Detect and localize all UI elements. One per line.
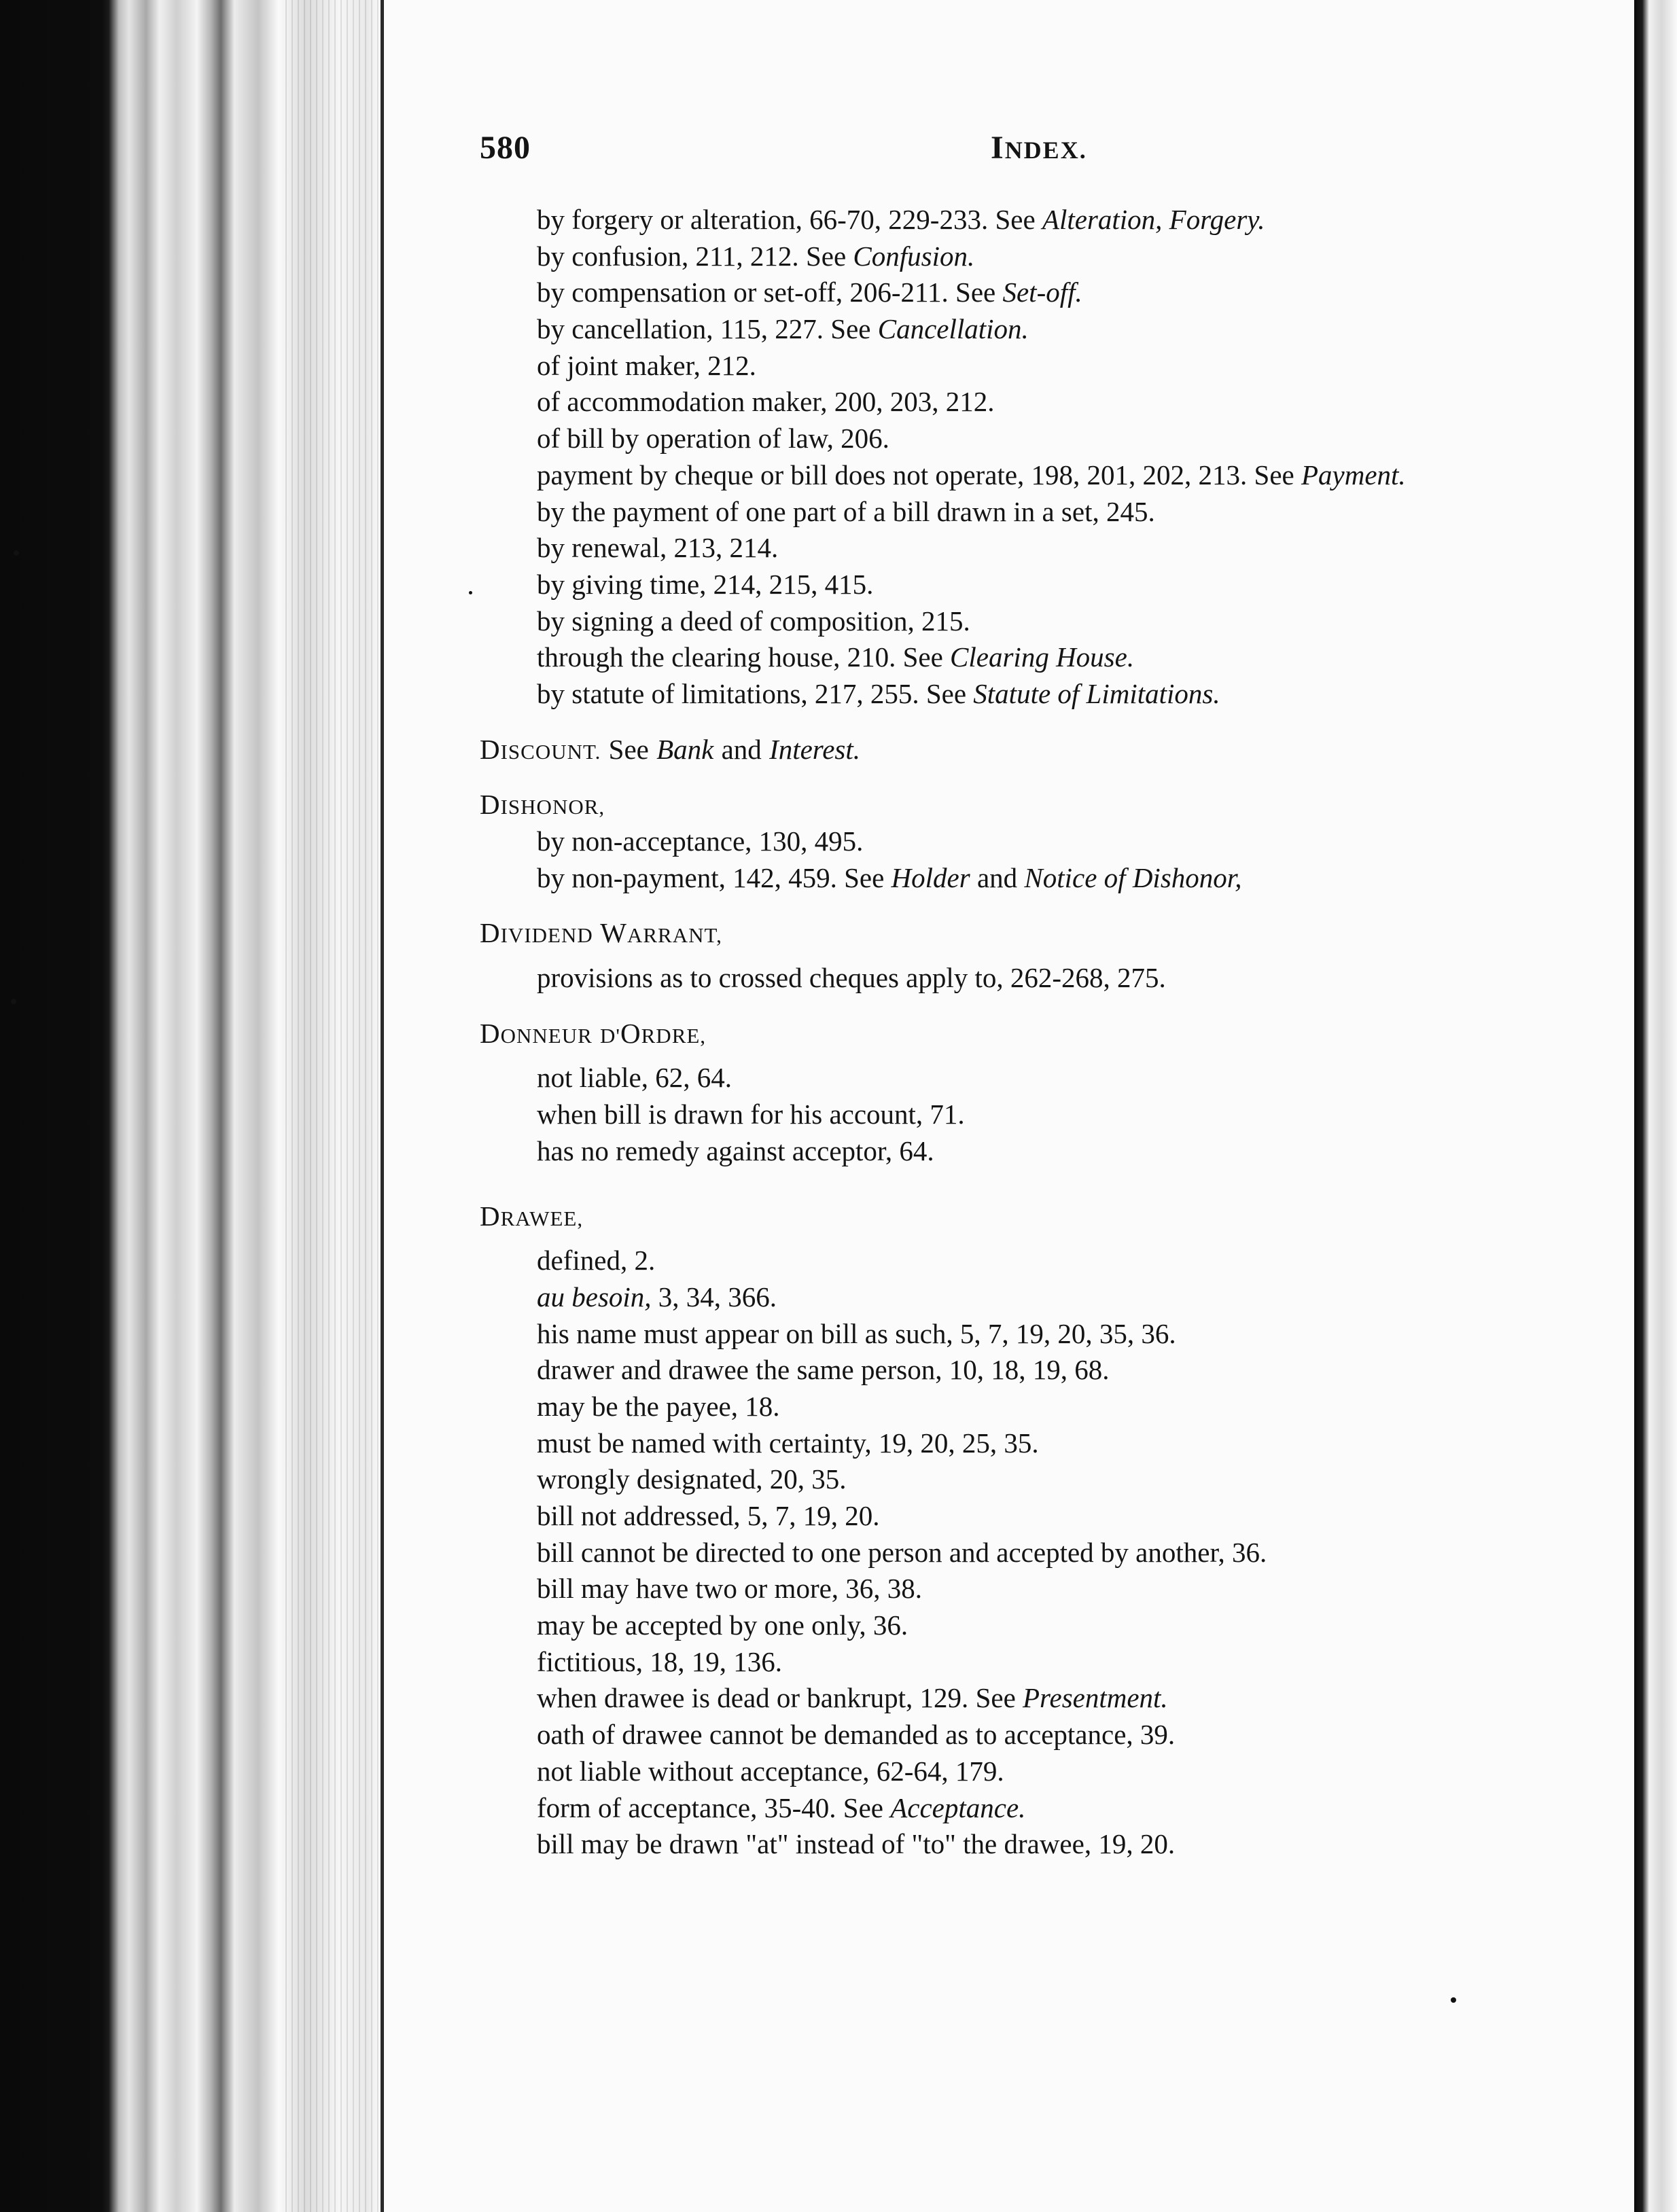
- index-entry: fictitious, 18, 19, 136.: [537, 1645, 783, 1677]
- index-entry: when bill is drawn for his account, 71.: [537, 1099, 965, 1130]
- speck: [14, 550, 19, 556]
- index-entry: bill not addressed, 5, 7, 19, 20.: [537, 1500, 880, 1531]
- index-entry: of accommodation maker, 200, 203, 212.: [537, 386, 995, 418]
- running-head: INDEX.: [991, 130, 1087, 166]
- index-entry: his name must appear on bill as such, 5, 7, 19, 20, 35, 36.: [537, 1317, 1176, 1349]
- index-entry: by cancellation, 115, 227. See Cancellation.: [537, 313, 1029, 345]
- index-entry: bill cannot be directed to one person and accepted by another, 36.: [537, 1536, 1267, 1568]
- index-heading-donneur-dordre: DONNEUR D'ORDRE,: [480, 1017, 707, 1049]
- index-entry: of joint maker, 212.: [537, 349, 756, 381]
- index-entry: must be named with certainty, 19, 20, 25, 35.: [537, 1427, 1039, 1459]
- index-entry: by compensation or set-off, 206-211. See Set-off.: [537, 276, 1082, 308]
- index-entry: may be the payee, 18.: [537, 1390, 780, 1422]
- index-entry: by non-payment, 142, 459. See Holder and Notice of Dishonor,: [537, 861, 1242, 893]
- index-entry: by renewal, 213, 214.: [537, 532, 779, 564]
- index-entry: may be accepted by one only, 36.: [537, 1609, 908, 1641]
- index-entry: wrongly designated, 20, 35.: [537, 1463, 847, 1495]
- index-entry: by non-acceptance, 130, 495.: [537, 825, 864, 857]
- index-entry: au besoin, 3, 34, 366.: [537, 1281, 777, 1313]
- page-right-edge: [1634, 0, 1677, 2212]
- index-entry: not liable without acceptance, 62-64, 179.: [537, 1755, 1004, 1787]
- index-entry: by the payment of one part of a bill drawn in a set, 245.: [537, 495, 1155, 527]
- index-entry: of bill by operation of law, 206.: [537, 423, 889, 454]
- index-heading-dishonor: DISHONOR,: [480, 789, 605, 821]
- index-heading-discount: DISCOUNT. See Bank and Interest.: [480, 733, 861, 765]
- index-text: [480, 202, 1628, 1863]
- page-edges: [285, 0, 387, 2212]
- index-entry: has no remedy against acceptor, 64.: [537, 1135, 934, 1166]
- index-entry: form of acceptance, 35-40. See Acceptance.: [537, 1791, 1026, 1823]
- index-entry: by statute of limitations, 217, 255. See Statute of Limitations.: [537, 677, 1220, 709]
- index-entry: provisions as to crossed cheques apply to, 262-268, 275.: [537, 962, 1166, 994]
- index-entry: by forgery or alteration, 66-70, 229-233. See Alteration, Forgery.: [537, 204, 1265, 235]
- speck: [1451, 1997, 1456, 2003]
- index-entry: oath of drawee cannot be demanded as to acceptance, 39.: [537, 1719, 1176, 1751]
- index-entry: through the clearing house, 210. See Clearing House.: [537, 641, 1135, 673]
- speck: [11, 999, 16, 1004]
- index-entry: payment by cheque or bill does not operate, 198, 201, 202, 213. See Payment.: [537, 459, 1406, 490]
- index-entry: not liable, 62, 64.: [537, 1062, 732, 1094]
- index-entry: when drawee is dead or bankrupt, 129. See Presentment.: [537, 1682, 1168, 1714]
- index-entry: by confusion, 211, 212. See Confusion.: [537, 240, 975, 272]
- index-entry: by giving time, 214, 215, 415.: [537, 568, 874, 600]
- speck: [469, 591, 472, 594]
- index-heading-drawee: DRAWEE,: [480, 1200, 584, 1232]
- index-entry: bill may be drawn "at" instead of "to" the drawee, 19, 20.: [537, 1828, 1176, 1860]
- page-number: 580: [480, 130, 531, 166]
- index-entry: defined, 2.: [537, 1245, 656, 1277]
- index-heading-dividend-warrant: DIVIDEND WARRANT,: [480, 917, 722, 949]
- index-entry: by signing a deed of composition, 215.: [537, 605, 970, 637]
- index-entry: bill may have two or more, 36, 38.: [537, 1573, 923, 1605]
- index-entry: drawer and drawee the same person, 10, 18, 19, 68.: [537, 1354, 1110, 1386]
- page-header: [480, 129, 1295, 177]
